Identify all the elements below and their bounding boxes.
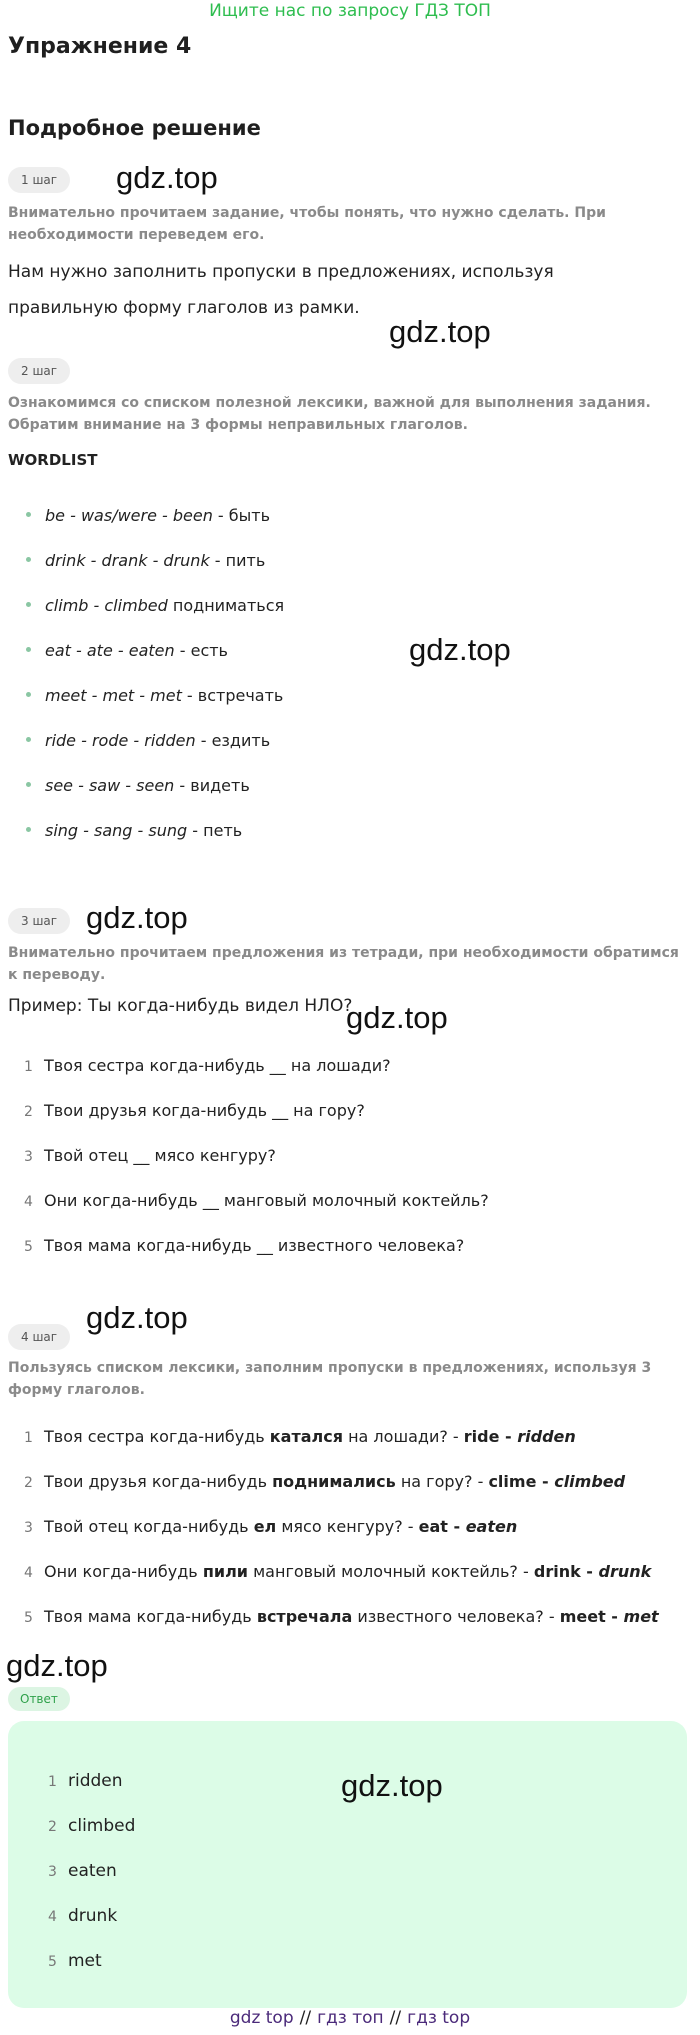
bullet-icon [26,602,31,607]
step-2-badge: 2 шаг [8,358,70,384]
watermark: gdz.top [389,314,491,349]
wordlist-item: meet - met - met - встречать [26,681,283,711]
footer-link[interactable]: гдз top [407,2008,471,2028]
wordlist-item: be - was/were - been - быть [26,501,270,531]
list-item: 3 Твой отец когда-нибудь ел мясо кенгуру? - eat - eaten [24,1517,518,1536]
footer-separator: // [389,2008,402,2028]
watermark: gdz.top [346,1000,448,1035]
answer-item: 5 met [48,1951,102,1971]
wordlist-item: eat - ate - eaten - есть [26,636,228,666]
list-item: 5 Твоя мама когда-нибудь встречала известного человека? - meet - met [24,1607,659,1626]
answer-item: 2 climbed [48,1816,136,1836]
footer-links [0,2005,700,2031]
step-3-example: Пример: Ты когда-нибудь видел НЛО? [8,996,353,1016]
bullet-icon [26,557,31,562]
watermark: gdz.top [341,1768,443,1803]
step-1-instruction: Внимательно прочитаем задание, чтобы понять, что нужно сделать. При необходимости переведем его. [8,205,606,243]
answer-item: 4 drunk [48,1906,118,1926]
answer-item: 3 eaten [48,1861,117,1881]
watermark: gdz.top [6,1648,108,1683]
footer-link[interactable]: гдз топ [317,2008,384,2028]
watermark: gdz.top [409,632,511,667]
step-3-badge: 3 шаг [8,908,70,934]
bullet-icon [26,512,31,517]
solution-title: Подробное решение [8,116,261,140]
list-item: 5 Твоя мама когда-нибудь __ известного человека? [24,1236,465,1255]
footer-link[interactable]: gdz top [229,2008,294,2028]
step-1-text: Нам нужно заполнить пропуски в предложениях, используя правильную форму глаголов из рамки. [8,262,554,318]
footer-separator: // [299,2008,312,2028]
wordlist-item: see - saw - seen - видеть [26,771,250,801]
step-2-instruction: Ознакомимся со списком полезной лексики, важной для выполнения задания. Обратим внимание на 3 формы неправильных глаголов. [8,395,651,433]
wordlist-title: WORDLIST [8,451,98,469]
wordlist-item: climb - climbed подниматься [26,591,284,621]
step-4-badge: 4 шаг [8,1324,70,1350]
watermark: gdz.top [86,1300,188,1335]
bullet-icon [26,782,31,787]
watermark: gdz.top [86,900,188,935]
top-search-link[interactable]: Ищите нас по запросу ГДЗ ТОП [209,1,491,21]
list-item: 4 Они когда-нибудь пили манговый молочный коктейль? - drink - drunk [24,1562,652,1581]
bullet-icon [26,647,31,652]
list-item: 2 Твои друзья когда-нибудь __ на гору? [24,1101,365,1120]
wordlist-item: drink - drank - drunk - пить [26,546,265,576]
list-item: 1 Твоя сестра когда-нибудь __ на лошади? [24,1056,391,1075]
list-item: 1 Твоя сестра когда-нибудь катался на лошади? - ride - ridden [24,1427,576,1446]
watermark: gdz.top [116,160,218,195]
exercise-title: Упражнение 4 [8,34,192,59]
step-3-instruction: Внимательно прочитаем предложения из тетради, при необходимости обратимся к переводу. [8,945,679,983]
wordlist-item: sing - sang - sung - петь [26,816,242,846]
step-4-instruction: Пользуясь списком лексики, заполним пропуски в предложениях, используя 3 форму глаголов. [8,1360,652,1398]
answer-badge: Ответ [8,1687,70,1711]
list-item: 2 Твои друзья когда-нибудь поднимались на гору? - clime - climbed [24,1472,626,1491]
bullet-icon [26,692,31,697]
list-item: 3 Твой отец __ мясо кенгуру? [24,1146,276,1165]
list-item: 4 Они когда-нибудь __ манговый молочный коктейль? [24,1191,489,1210]
answer-item: 1 ridden [48,1771,123,1791]
wordlist-item: ride - rode - ridden - ездить [26,726,270,756]
bullet-icon [26,737,31,742]
bullet-icon [26,827,31,832]
step-1-badge: 1 шаг [8,167,70,193]
